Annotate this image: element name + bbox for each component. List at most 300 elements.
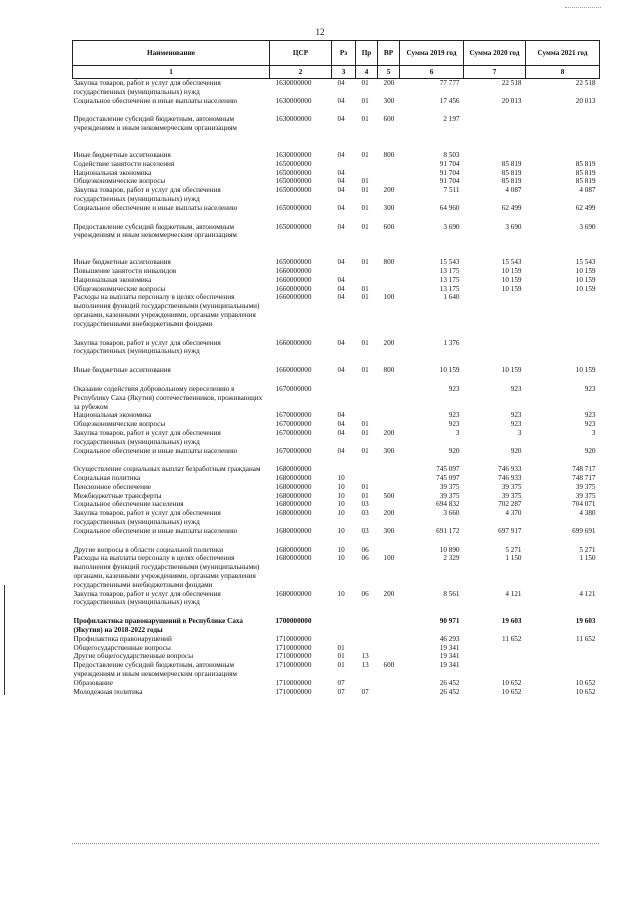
row-vr: [378, 483, 400, 492]
row-vr: [378, 420, 400, 429]
row-name: Закупка товаров, работ и услуг для обеспечения государственных (муниципальных) нужд: [73, 338, 221, 356]
row-rz: [332, 635, 356, 644]
page-number: 12: [315, 27, 325, 37]
row-sum2019: 3 660: [443, 509, 460, 518]
header-sum2021: Сумма 2021 год: [526, 41, 600, 66]
row-csr: 1670000000: [275, 384, 312, 393]
table-row: [73, 500, 600, 509]
row-sum2019: 19 341: [439, 661, 460, 670]
row-csr: 1650000000: [275, 258, 312, 267]
row-sum2020: 39 375: [501, 491, 522, 500]
row-name: Закупка товаров, работ и услуг для обеспечения государственных (муниципальных) нужд: [73, 589, 221, 607]
row-name: Профилактика правонарушений: [73, 634, 172, 643]
row-csr: 1680000000: [275, 554, 312, 563]
row-sum2021: 4 380: [579, 509, 596, 518]
row-vr: 600: [383, 222, 395, 231]
row-sum2019: 90 971: [439, 617, 460, 626]
table-row: [73, 688, 600, 697]
row-sum2020: 10 159: [501, 275, 522, 284]
table-row: [73, 204, 600, 213]
table-row: [73, 293, 600, 328]
row-csr: 1660000000: [275, 266, 312, 275]
row-name: Предоставление субсидий бюджетным, автономным учреждениям и иным некоммерческим организациям: [73, 222, 237, 240]
row-pr: [356, 276, 378, 285]
row-rz: 04: [337, 338, 345, 347]
row-rz: 10: [337, 474, 345, 483]
row-sum2019: 8 561: [443, 589, 460, 598]
table-row: [73, 679, 600, 688]
row-sum2021: 3: [591, 428, 596, 437]
table-row: [73, 169, 600, 178]
budget-table-sheet: [72, 40, 599, 880]
header-row: [73, 41, 600, 66]
row-sum2019: 26 452: [439, 687, 460, 696]
column-number-row: [73, 66, 600, 79]
row-sum2020: 10 159: [501, 284, 522, 293]
row-name: Молодежная политика: [73, 687, 143, 696]
row-vr: 600: [383, 115, 395, 124]
row-sum2020: 22 518: [501, 79, 522, 87]
row-name: Образование: [73, 678, 113, 687]
row-pr: 03: [361, 526, 369, 535]
row-name: Закупка товаров, работ и услуг для обеспечения государственных (муниципальных) нужд: [73, 79, 221, 96]
row-rz: 04: [337, 79, 345, 87]
row-name: Иные бюджетные ассигнования: [73, 366, 171, 375]
row-sum2019: 923: [448, 420, 460, 429]
row-sum2021: 39 375: [575, 482, 596, 491]
row-pr: 01: [361, 150, 369, 159]
row-spacer: [73, 329, 600, 339]
row-sum2020: [464, 339, 526, 357]
row-vr: 200: [383, 338, 395, 347]
row-rz: 04: [337, 293, 345, 302]
row-pr: 03: [361, 509, 369, 518]
row-sum2019: 10 159: [439, 366, 460, 375]
colnum: 2: [270, 66, 332, 79]
table-row: [73, 177, 600, 186]
row-name: Общеэкономические вопросы: [73, 284, 166, 293]
row-pr: 01: [361, 491, 369, 500]
row-sum2019: 694 832: [436, 500, 460, 509]
row-sum2020: 85 819: [501, 168, 522, 177]
row-sum2021: 10 159: [575, 284, 596, 293]
row-rz: 04: [337, 186, 345, 195]
row-pr: 01: [361, 115, 369, 124]
row-pr: 01: [361, 428, 369, 437]
row-sum2019: 15 543: [439, 258, 460, 267]
row-sum2019: 19 341: [439, 652, 460, 661]
row-sum2019: 26 452: [439, 678, 460, 687]
row-sum2020: 746 933: [498, 474, 522, 483]
row-sum2019: 91 704: [439, 177, 460, 186]
row-pr: [356, 385, 378, 411]
row-csr: 1710000000: [275, 678, 312, 687]
row-pr: [356, 617, 378, 635]
row-rz: [332, 617, 356, 635]
row-sum2021: 923: [584, 384, 596, 393]
row-vr: [378, 411, 400, 420]
row-sum2020: [464, 293, 526, 328]
table-row: [73, 420, 600, 429]
row-rz: 04: [337, 258, 345, 267]
row-sum2019: 920: [448, 446, 460, 455]
row-spacer: [73, 213, 600, 223]
row-csr: 1680000000: [275, 526, 312, 535]
row-spacer: [73, 375, 600, 385]
row-sum2020: 39 375: [501, 482, 522, 491]
table-row: [73, 509, 600, 527]
row-rz: 04: [337, 150, 345, 159]
row-spacer: [73, 105, 600, 115]
row-vr: 100: [383, 293, 395, 302]
row-vr: [378, 285, 400, 294]
row-sum2021: 699 691: [572, 526, 596, 535]
row-csr: 1660000000: [275, 293, 312, 302]
row-vr: [378, 546, 400, 555]
margin-mark: [4, 585, 5, 695]
row-pr: 01: [361, 366, 369, 375]
row-csr: 1650000000: [275, 177, 312, 186]
row-sum2021: [526, 151, 600, 160]
table-row: [73, 186, 600, 204]
row-rz: 07: [337, 687, 345, 696]
row-sum2021: [526, 293, 600, 328]
table-row: [73, 554, 600, 589]
row-rz: 04: [337, 115, 345, 124]
row-rz: 04: [337, 203, 345, 212]
row-csr: 1670000000: [275, 446, 312, 455]
row-csr: 1670000000: [275, 420, 312, 429]
row-sum2020: 10 159: [501, 266, 522, 275]
row-vr: [378, 688, 400, 697]
top-rule: [565, 7, 601, 8]
row-vr: [378, 617, 400, 635]
table-row: [73, 276, 600, 285]
table-row: [73, 160, 600, 169]
row-sum2019: 8 503: [443, 150, 460, 159]
row-rz: 10: [337, 589, 345, 598]
row-vr: [378, 177, 400, 186]
row-sum2021: 923: [584, 420, 596, 429]
row-rz: [332, 465, 356, 474]
row-name: Национальная экономика: [73, 411, 152, 420]
row-name: Межбюджетные трансферты: [73, 491, 162, 500]
row-sum2020: 3 690: [505, 222, 522, 231]
row-rz: 04: [337, 420, 345, 429]
row-csr: 1710000000: [275, 643, 312, 652]
header-sum2019: Сумма 2019 год: [400, 41, 464, 66]
row-rz: 10: [337, 482, 345, 491]
row-vr: 300: [383, 446, 395, 455]
row-sum2020: 10 652: [501, 678, 522, 687]
row-csr: 1660000000: [275, 366, 312, 375]
row-sum2021: 10 652: [575, 678, 596, 687]
row-pr: 01: [361, 338, 369, 347]
row-csr: 1710000000: [275, 652, 312, 661]
row-name: Профилактика правонарушений в Республике Саха (Якутия) на 2018-2022 годы: [73, 617, 244, 635]
row-name: Национальная экономика: [73, 275, 152, 284]
row-sum2021: 10 159: [575, 366, 596, 375]
row-vr: 300: [383, 203, 395, 212]
table-row: [73, 223, 600, 241]
row-rz: 04: [337, 366, 345, 375]
row-sum2019: 77 777: [439, 79, 460, 87]
row-vr: 200: [383, 509, 395, 518]
row-sum2021: 5 271: [579, 545, 596, 554]
row-pr: 01: [361, 222, 369, 231]
header-vr: ВР: [378, 41, 400, 66]
row-rz: 10: [337, 554, 345, 563]
row-sum2020: [464, 652, 526, 661]
row-name: Национальная экономика: [73, 168, 152, 177]
row-csr: 1650000000: [275, 222, 312, 231]
header-csr: ЦСР: [270, 41, 332, 66]
header-rz: Рз: [332, 41, 356, 66]
row-rz: 01: [337, 652, 345, 661]
row-vr: 800: [383, 366, 395, 375]
row-sum2021: 10 159: [575, 275, 596, 284]
row-csr: 1710000000: [275, 661, 312, 670]
row-rz: 04: [337, 177, 345, 186]
row-vr: [378, 169, 400, 178]
row-sum2020: 923: [510, 411, 522, 420]
row-vr: [378, 679, 400, 688]
row-csr: 1710000000: [275, 687, 312, 696]
row-vr: [378, 385, 400, 411]
row-pr: [356, 411, 378, 420]
row-sum2020: 85 819: [501, 177, 522, 186]
row-name: Социальное обеспечение и иные выплаты населению: [73, 96, 238, 105]
row-name: Социальное обеспечение и иные выплаты населению: [73, 446, 238, 455]
row-sum2019: 64 960: [439, 203, 460, 212]
table-row: [73, 366, 600, 375]
row-sum2020: 697 917: [498, 526, 522, 535]
row-sum2021: 39 375: [575, 491, 596, 500]
row-spacer: [73, 240, 600, 258]
row-sum2021: 4 121: [579, 589, 596, 598]
row-csr: 1660000000: [275, 284, 312, 293]
row-csr: 1710000000: [275, 634, 312, 643]
row-pr: [356, 465, 378, 474]
colnum: 4: [356, 66, 378, 79]
row-sum2021: 10 652: [575, 687, 596, 696]
row-rz: 04: [337, 411, 345, 420]
row-rz: 10: [337, 509, 345, 518]
row-pr: 06: [361, 545, 369, 554]
table-row: [73, 267, 600, 276]
row-sum2021: 920: [584, 446, 596, 455]
row-sum2019: 745 097: [436, 465, 460, 474]
row-sum2020: 4 087: [505, 186, 522, 195]
row-sum2021: 62 499: [575, 203, 596, 212]
row-sum2021: 20 013: [575, 96, 596, 105]
row-csr: 1630000000: [275, 96, 312, 105]
row-rz: [332, 160, 356, 169]
row-csr: 1670000000: [275, 411, 312, 420]
row-csr: 1700000000: [275, 617, 312, 626]
row-rz: 04: [337, 96, 345, 105]
row-sum2021: 748 717: [572, 465, 596, 474]
row-rz: 04: [337, 275, 345, 284]
row-pr: 13: [361, 661, 369, 670]
row-pr: 13: [361, 652, 369, 661]
row-spacer: [73, 356, 600, 366]
row-sum2019: 923: [448, 384, 460, 393]
row-rz: 04: [337, 222, 345, 231]
table-row: [73, 590, 600, 608]
colnum: 6: [400, 66, 464, 79]
table-row: [73, 447, 600, 456]
row-vr: [378, 160, 400, 169]
row-sum2021: 704 071: [572, 500, 596, 509]
row-sum2019: 10 890: [439, 545, 460, 554]
row-rz: 07: [337, 678, 345, 687]
header-name: Наименование: [73, 41, 270, 66]
row-name: Социальное обеспечение и иные выплаты населению: [73, 203, 238, 212]
row-rz: [332, 385, 356, 411]
row-sum2020: 20 013: [501, 96, 522, 105]
row-pr: [356, 474, 378, 483]
row-name: Осуществление социальных выплат безработным гражданам: [73, 465, 261, 474]
colnum: 3: [332, 66, 356, 79]
row-pr: 01: [361, 258, 369, 267]
row-sum2021: [526, 115, 600, 133]
row-pr: 06: [361, 589, 369, 598]
row-sum2020: [464, 151, 526, 160]
row-rz: 01: [337, 643, 345, 652]
row-name: Другие вопросы в области социальной политики: [73, 545, 224, 554]
row-vr: 100: [383, 554, 395, 563]
row-rz: 01: [337, 661, 345, 670]
table-row: [73, 644, 600, 653]
row-sum2021: [526, 644, 600, 653]
row-sum2021: [526, 652, 600, 661]
row-vr: [378, 276, 400, 285]
row-sum2019: 2 197: [443, 115, 460, 124]
colnum: 7: [464, 66, 526, 79]
row-pr: 07: [361, 687, 369, 696]
row-sum2019: 7 511: [443, 186, 460, 195]
row-vr: 800: [383, 150, 395, 159]
table-row: [73, 411, 600, 420]
colnum: 1: [73, 66, 270, 79]
row-sum2020: 10 159: [501, 366, 522, 375]
row-sum2020: 3: [517, 428, 522, 437]
table-row: [73, 97, 600, 106]
row-name: Социальная политика: [73, 474, 141, 483]
row-rz: 04: [337, 428, 345, 437]
row-vr: 600: [383, 661, 395, 670]
table-row: [73, 465, 600, 474]
row-sum2019: 17 456: [439, 96, 460, 105]
row-vr: 200: [383, 589, 395, 598]
row-pr: 01: [361, 203, 369, 212]
row-sum2021: 1 150: [579, 554, 596, 563]
row-sum2019: 13 175: [439, 266, 460, 275]
row-vr: 800: [383, 258, 395, 267]
row-csr: 1650000000: [275, 159, 312, 168]
row-csr: 1660000000: [275, 275, 312, 284]
row-sum2019: 19 341: [439, 643, 460, 652]
row-sum2020: 10 652: [501, 687, 522, 696]
row-csr: 1680000000: [275, 482, 312, 491]
row-spacer: [73, 536, 600, 546]
row-csr: 1680000000: [275, 509, 312, 518]
row-rz: 04: [337, 168, 345, 177]
row-pr: [356, 267, 378, 276]
row-csr: 1630000000: [275, 115, 312, 124]
row-sum2020: 85 819: [501, 159, 522, 168]
row-csr: 1650000000: [275, 168, 312, 177]
row-rz: 10: [337, 526, 345, 535]
row-vr: [378, 465, 400, 474]
colnum: 5: [378, 66, 400, 79]
row-sum2020: 923: [510, 420, 522, 429]
row-vr: 300: [383, 96, 395, 105]
row-name: Социальное обеспечение и иные выплаты населению: [73, 526, 238, 535]
row-sum2021: 748 717: [572, 474, 596, 483]
row-sum2020: 702 287: [498, 500, 522, 509]
row-name: Иные бюджетные ассигнования: [73, 150, 171, 159]
row-pr: 06: [361, 554, 369, 563]
row-vr: 200: [383, 79, 395, 87]
row-csr: 1680000000: [275, 500, 312, 509]
row-sum2019: 13 175: [439, 275, 460, 284]
header-pr: Пр: [356, 41, 378, 66]
row-rz: 04: [337, 284, 345, 293]
row-csr: 1650000000: [275, 186, 312, 195]
bottom-rule: [72, 843, 599, 844]
row-sum2021: 85 819: [575, 159, 596, 168]
row-vr: [378, 644, 400, 653]
row-sum2019: 39 375: [439, 491, 460, 500]
row-sum2020: 5 271: [505, 545, 522, 554]
table-row: [73, 258, 600, 267]
colnum: 8: [526, 66, 600, 79]
row-rz: 10: [337, 545, 345, 554]
row-rz: 04: [337, 446, 345, 455]
row-sum2020: 920: [510, 446, 522, 455]
row-sum2021: 22 518: [575, 79, 596, 87]
row-sum2019: 13 175: [439, 284, 460, 293]
row-vr: 500: [383, 491, 395, 500]
row-sum2020: 19 603: [501, 617, 522, 626]
row-spacer: [73, 133, 600, 151]
row-sum2019: 3 690: [443, 222, 460, 231]
table-row: [73, 635, 600, 644]
row-sum2019: 91 704: [439, 159, 460, 168]
row-name: Закупка товаров, работ и услуг для обеспечения государственных (муниципальных) нужд: [73, 186, 221, 203]
row-name: Общеэкономические вопросы: [73, 420, 166, 429]
row-sum2020: [464, 644, 526, 653]
table-body: [73, 79, 600, 697]
table-row: [73, 483, 600, 492]
table-row: [73, 661, 600, 679]
row-pr: [356, 679, 378, 688]
row-sum2019: 2 329: [443, 554, 460, 563]
row-spacer: [73, 607, 600, 617]
row-csr: 1650000000: [275, 203, 312, 212]
row-vr: [378, 635, 400, 644]
row-name: Расходы на выплаты персоналу в целях обеспечения выполнения функций государственными (муниципальными) органами, казенными учреждениями, органами управления государственными внебюджетными фондами: [73, 554, 260, 589]
row-vr: [378, 267, 400, 276]
row-sum2019: 39 375: [439, 482, 460, 491]
row-sum2020: [464, 661, 526, 679]
row-sum2020: 4 121: [505, 589, 522, 598]
row-sum2021: 923: [584, 411, 596, 420]
row-sum2021: [526, 661, 600, 679]
row-sum2020: 746 933: [498, 465, 522, 474]
